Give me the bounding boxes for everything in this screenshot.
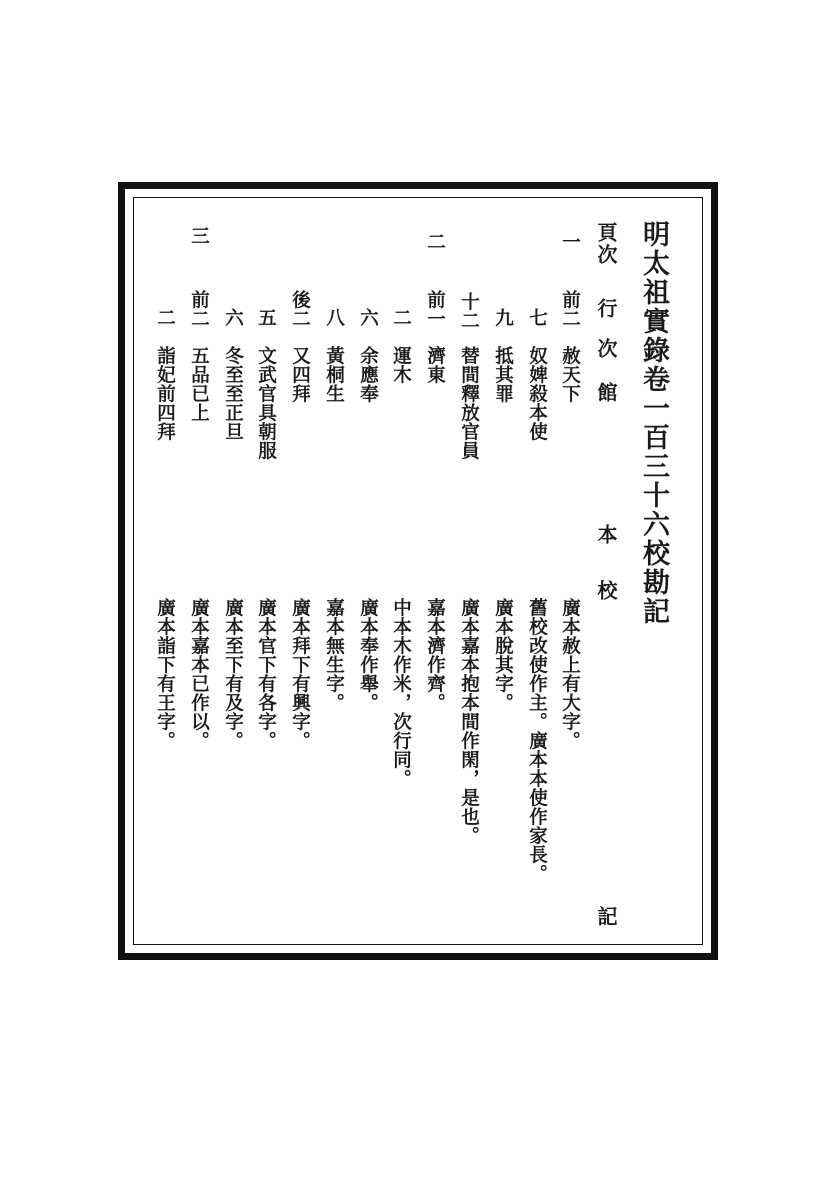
collation-note: 廣本嘉本已作以。 xyxy=(188,598,210,750)
collation-note: 嘉本濟作齊。 xyxy=(424,598,446,712)
collation-note: 廣本官下有各字。 xyxy=(255,598,277,750)
item-text: 余應奉 xyxy=(357,346,379,403)
line-number: 二 xyxy=(154,308,176,327)
line-number: 七 xyxy=(526,308,548,327)
page-title: 明太祖實錄卷一百三十六校勘記 xyxy=(638,220,669,626)
collation-note: 廣本拜下有興字。 xyxy=(289,598,311,750)
header-ben-label: 本 xyxy=(594,524,618,544)
header-item-label: 次 xyxy=(594,244,618,264)
collation-note: 廣本奉作舉。 xyxy=(357,598,379,712)
page-number: 一 xyxy=(559,232,581,251)
item-text: 詣妃前四拜 xyxy=(154,346,176,441)
line-number: 前二 xyxy=(188,290,210,328)
header-line-label: 行 xyxy=(594,298,618,318)
line-number: 六 xyxy=(357,308,379,327)
header-page-label: 頁 xyxy=(594,222,618,242)
line-number: 六 xyxy=(222,308,244,327)
item-text: 赦天下 xyxy=(559,346,581,403)
header-ji-label: 記 xyxy=(594,906,618,926)
line-number: 五 xyxy=(255,308,277,327)
line-number: 十二 xyxy=(458,292,480,330)
collation-note: 中本木作米，次行同。 xyxy=(390,598,412,788)
collation-note: 廣本赦上有大字。 xyxy=(559,598,581,750)
collation-note: 廣本嘉本抱本間作閑，是也。 xyxy=(458,598,480,845)
line-number: 前一 xyxy=(424,290,446,328)
collation-note: 廣本詣下有王字。 xyxy=(154,598,176,750)
item-text: 濟東 xyxy=(424,346,446,384)
item-text: 抵其罪 xyxy=(492,346,514,403)
collation-note: 舊校改使作主。廣本本使作家長。 xyxy=(526,598,548,883)
header-xiao-label: 校 xyxy=(594,580,618,600)
line-number: 前二 xyxy=(559,290,581,328)
line-number: 九 xyxy=(492,308,514,327)
collation-note: 廣本脫其字。 xyxy=(492,598,514,712)
item-text: 奴婢殺本使 xyxy=(526,346,548,441)
line-number: 八 xyxy=(323,308,345,327)
line-number: 後二 xyxy=(289,290,311,328)
item-text: 又四拜 xyxy=(289,346,311,403)
item-text: 運木 xyxy=(390,346,412,384)
item-text: 冬至至正旦 xyxy=(222,346,244,441)
item-text: 五品已上 xyxy=(188,346,210,422)
header-head-label: 館 xyxy=(594,382,618,402)
page-number: 二 xyxy=(424,232,446,251)
item-text: 文武官具朝服 xyxy=(255,346,277,460)
page-number: 三 xyxy=(188,226,210,245)
line-number: 二 xyxy=(390,308,412,327)
item-text: 黃桐生 xyxy=(323,346,345,403)
collation-note: 嘉本無生字。 xyxy=(323,598,345,712)
item-text: 替間釋放官員 xyxy=(458,346,480,460)
collation-note: 廣本至下有及字。 xyxy=(222,598,244,750)
header-item-label-2: 次 xyxy=(594,338,618,358)
